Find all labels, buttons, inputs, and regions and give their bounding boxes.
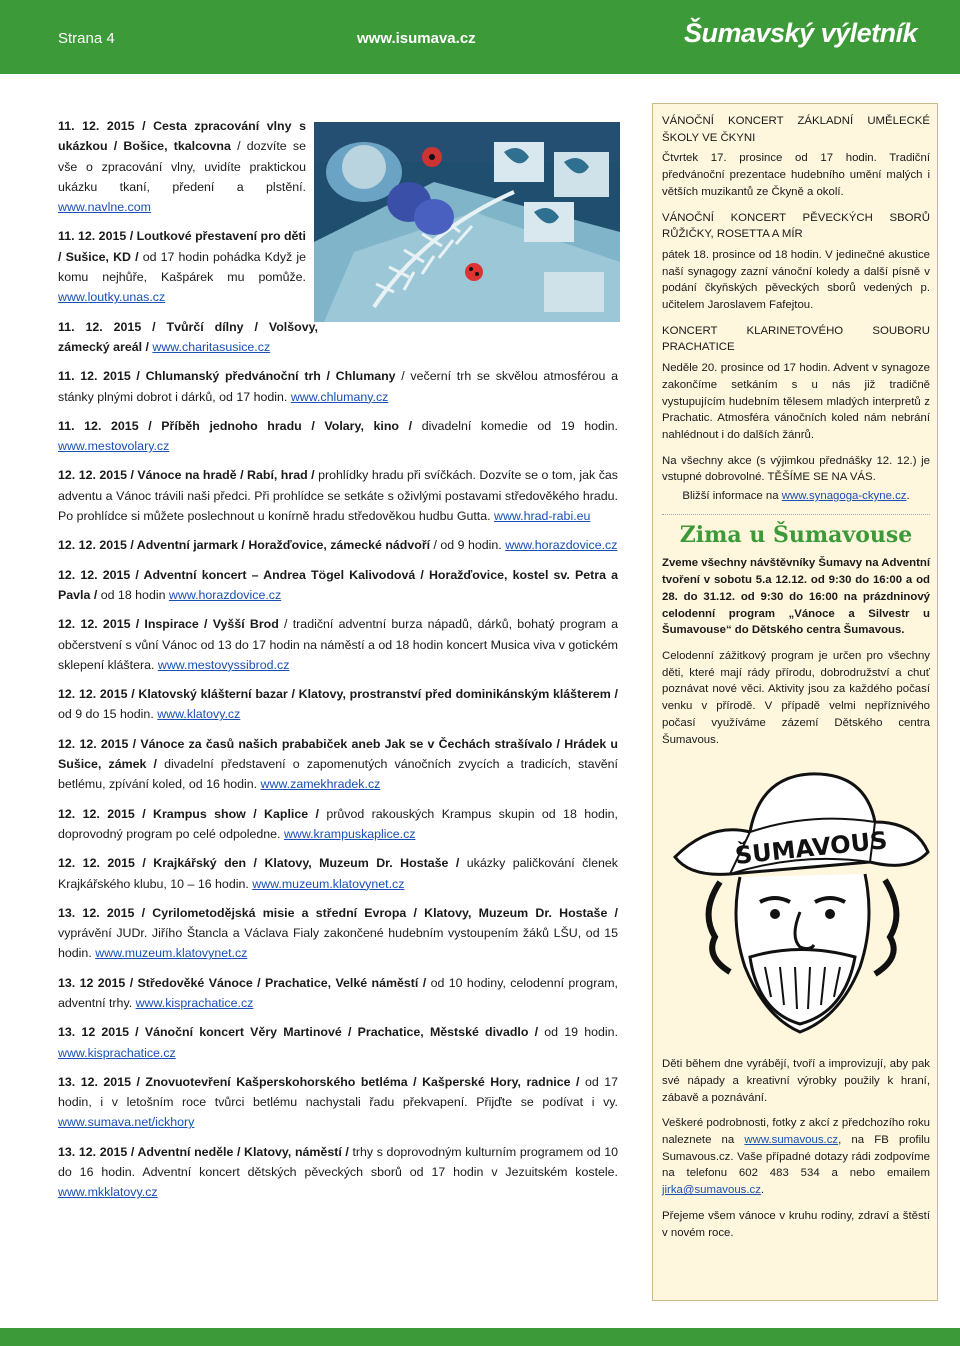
contact-info — [662, 1115, 930, 1199]
event-title: 11. 12. 2015 / Příběh jednoho hradu / Volary, kino / — [58, 418, 413, 433]
event-title: 12. 12. 2015 / Adventní jarmark / Horažďovice, zámecké nádvoří — [58, 538, 431, 553]
event-item — [58, 535, 618, 555]
event-text: divadelní komedie od 19 hodin. — [412, 418, 618, 433]
event-title: 13. 12 2015 / Středověké Vánoce / Prachatice, Velké náměstí / — [58, 975, 427, 990]
event-link[interactable]: www.loutky.unas.cz — [58, 290, 166, 305]
event-title: 11. 12. 2015 / Chlumanský předvánoční trh / Chlumany — [58, 369, 396, 384]
more-info — [662, 488, 930, 505]
event-item — [58, 565, 618, 606]
event-link[interactable]: www.kisprachatice.cz — [135, 995, 254, 1010]
contact-text: , na FB profilu Sumavous.cz. Vaše případné dotazy rádi zodpovíme na telefonu 602 483 534 a nebo emailem — [662, 1134, 930, 1180]
zima-heading: Zima u Šumavouse — [662, 514, 930, 544]
sidebar-event-title: VÁNOČNÍ KONCERT ZÁKLADNÍ UMĚLECKÉ ŠKOLY VE ČKYNI — [662, 115, 930, 144]
event-item — [58, 226, 306, 307]
sidebar-event-title: KONCERT KLARINETOVÉHO SOUBORU PRACHATICE — [662, 324, 930, 354]
event-item — [58, 116, 306, 217]
event-item — [58, 684, 618, 725]
event-text: vyprávění JUDr. Jiřího Štancla a Václava Fialy zakončené hudebním vystoupením žáků LŠU, od 15 hodin. — [58, 926, 618, 961]
event-title: 12. 12. 2015 / Adventní koncert – Andrea Tögel Kalivodová / Horažďovice, kostel sv. Petra a Pavla / — [58, 567, 618, 602]
more-info-label: Bližší informace na — [682, 490, 782, 503]
event-text: od 10 hodiny, celodenní program, adventní trhy. — [58, 975, 618, 1010]
event-link[interactable]: www.mestovyssibrod.cz — [157, 657, 290, 672]
event-link[interactable]: www.hrad-rabi.eu — [494, 509, 591, 524]
zima-description: Celodenní zážitkový program je určen pro všechny děti, které mají rády přírodu, dobrodružství a chuť poznávat nové věci. Aktivity jsou za každého počasí venku v přírodě. V případě velmi nepříznivého počasí využíváme zázemí Dětského centra Šumavous. — [662, 649, 930, 746]
event-text: divadelní představení o zapomenutých vánočních zvycích a tradicích, stavění betlému, zpívání koled, od 16 hodin. — [58, 757, 618, 792]
event-link[interactable]: www.krampuskaplice.cz — [283, 826, 416, 841]
event-title: 11. 12. 2015 / Tvůrčí dílny / Volšovy, zámecký areál / — [58, 319, 318, 354]
event-title: 12. 12. 2015 / Inspirace / Vyšší Brod — [58, 617, 279, 632]
admission-note: Na všechny akce (s výjimkou přednášky 12. 12.) je vstupné dobrovolné. TĚŠÍME SE NA VÁS. — [662, 454, 930, 484]
sidebar-box — [652, 103, 938, 1301]
event-title: 12. 12. 2015 / Vánoce za časů našich prababiček aneb Jak se v Čechách strašívalo / Hrádek u Sušice, zámek / — [58, 736, 618, 772]
event-text: od 18 hodin — [97, 587, 169, 602]
event-item — [58, 465, 618, 526]
event-item — [58, 1022, 618, 1063]
event-text: prohlídky hradu při svíčkách. Dozvíte se o tom, jak čas adventu a Vánoc trávili naši předci. Při prohlídce se setkáte s oživlými postavami středověkého hradu. Po prohlídce si můžete poslechnout u konírně hradu středověkou hudbu Gutta. — [58, 468, 619, 524]
event-item — [58, 416, 618, 457]
synagoga-link[interactable]: www.synagoga-ckyne.cz — [781, 490, 907, 503]
email-link[interactable]: jirka@sumavous.cz — [662, 1184, 761, 1197]
event-text: od 17 hodin, i v letošním roce tvůrci betlému nachystali řadu překvapení. Přijďte se podívat i vy. — [58, 1074, 618, 1110]
sidebar-event-text: Neděle 20. prosince od 17 hodin. Advent v synagoze zakončíme setkáním s u nás již tradičně vystupujícím hudebním tělesem mladých interpretů z Prachatic. Atmosféra vánočních koled nám nebrání nahlédnout i do dalších žánrů. — [662, 362, 930, 441]
event-item — [58, 614, 618, 675]
event-item — [58, 804, 618, 845]
contact-text: Veškeré podrobnosti, fotky z akcí z předchozího roku naleznete na — [662, 1117, 930, 1147]
event-text: průvod rakouských Krampus skupin od 18 hodin, doprovodný program po celé odpoledne. — [58, 806, 618, 841]
event-text: od 19 hodin. — [538, 1025, 619, 1040]
event-item — [58, 853, 618, 894]
sumavous-web-link[interactable]: www.sumavous.cz — [744, 1134, 839, 1147]
event-link[interactable]: www.horazdovice.cz — [505, 538, 618, 553]
page-header — [0, 0, 960, 74]
season-wish: Přejeme všem vánoce v kruhu rodiny, zdraví a štěstí v novém roce. — [662, 1209, 930, 1239]
page-footer-bar — [0, 1328, 960, 1346]
event-link[interactable]: www.mkklatovy.cz — [58, 1185, 158, 1200]
event-link[interactable]: www.charitasusice.cz — [152, 339, 271, 354]
event-title: 13. 12. 2015 / Cyrilometodějská misie a střední Evropa / Klatovy, Muzeum Dr. Hostaše / — [58, 905, 618, 920]
event-text: trhy s doprovodným kulturním programem od 10 do 16 hodin. Adventní koncert dětských pěveckých sborů od 17 hodin v Jezuitském kostele. — [58, 1144, 618, 1180]
event-item — [58, 1072, 618, 1133]
page-number: Strana 4 — [58, 30, 115, 47]
events-top-group — [58, 116, 318, 357]
event-text: od 9 do 15 hodin. — [58, 707, 158, 722]
event-title: 12. 12. 2015 / Krajkářský den / Klatovy, Muzeum Dr. Hostaše / — [58, 856, 460, 871]
event-title: 11. 12. 2015 / Loutkové přestavení pro děti / Sušice, KD / — [58, 229, 306, 264]
sumavous-hat-illustration — [670, 762, 932, 1044]
sidebar-event-text: Čtvrtek 17. prosince od 17 hodin. Tradiční předvánoční prezentace hudebního umění malých i větších muzikantů ze Čkyně a okolí. — [662, 152, 930, 198]
event-text: / večerní trh se skvělou atmosférou a stánky plnými dobrot i dárků, od 17 hodin. — [58, 369, 618, 404]
event-title: 13. 12. 2015 / Znovuotevření Kašperskohorského betléma / Kašperské Hory, radnice / — [58, 1074, 580, 1089]
event-item — [58, 973, 618, 1014]
event-item — [58, 317, 318, 358]
event-title: 12. 12. 2015 / Vánoce na hradě / Rabí, hrad / — [58, 468, 315, 483]
event-link[interactable]: www.zamekhradek.cz — [260, 777, 381, 792]
more-info-end: . — [906, 490, 910, 503]
event-text: / dozvíte se vše o zpracování vlny, uvidíte praktickou ukázku tkaní, předení a plstění. — [58, 139, 306, 194]
event-text: / tradiční adventní burza nápadů, dárků, bohatý program a občerstvení s vůní Vánoc od 13 do 17 hodin na náměstí a od 18 hodin koncert Musica viva v gotickém sklepení kláštera. — [58, 617, 619, 672]
hat-label: ŠUMAVOUS — [733, 826, 889, 871]
zima-invitation: Zveme všechny návštěvníky Šumavy na Adventní tvoření v sobotu 5.a 12.12. od 9:30 do 16:00 a od 28. do 31.12. od 9:30 do 16:00 na prázdninový celodenní program „Vánoce a Silvestr u Šumavouse“ do Dětského centra Šumavous. — [662, 557, 931, 637]
event-text: / od 9 hodin. — [430, 538, 506, 553]
event-title: 11. 12. 2015 / Cesta zpracování vlny s ukázkou / Bošice, tkalcovna — [58, 119, 306, 154]
header-url[interactable]: www.isumava.cz — [357, 30, 476, 47]
sidebar-event-text: pátek 18. prosince od 18 hodin. V jedinečné akustice naší synagogy zazní vánoční koledy a další písně v podání čkyňských pěveckých sborů vedených p. učitelem Jaroslavem Fafejtou. — [662, 248, 930, 312]
event-link[interactable]: www.muzeum.klatovynet.cz — [95, 946, 248, 961]
brand-logo: Šumavský výletník — [684, 18, 918, 48]
event-listing — [58, 116, 618, 1212]
event-link[interactable]: www.muzeum.klatovynet.cz — [252, 876, 405, 891]
event-title: 12. 12. 2015 / Krampus show / Kaplice / — [58, 806, 319, 821]
event-text: ukázky paličkování členek Krajkářského klubu, 10 – 16 hodin. — [58, 856, 618, 891]
event-item — [58, 903, 618, 964]
event-title: 13. 12 2015 / Vánoční koncert Věry Martinové / Prachatice, Městské divadlo / — [58, 1025, 539, 1040]
event-link[interactable]: www.klatovy.cz — [157, 707, 241, 722]
event-item — [58, 734, 618, 795]
event-link[interactable]: www.horazdovice.cz — [168, 587, 282, 602]
events-main-group — [58, 366, 618, 1202]
event-link[interactable]: www.chlumany.cz — [290, 389, 389, 404]
event-item — [58, 1142, 618, 1203]
contact-text-end: . — [760, 1184, 765, 1197]
event-link[interactable]: www.kisprachatice.cz — [58, 1045, 176, 1060]
event-text: od 17 hodin pohádka Když je komu nejhůře, Kašpárek mu pomůže. — [58, 249, 306, 285]
event-link[interactable]: www.navlne.com — [58, 200, 151, 215]
event-item — [58, 366, 618, 407]
sidebar-event-title: VÁNOČNÍ KONCERT PĚVECKÝCH SBORŮ RŮŽIČKY, ROSETTA A MÍR — [662, 211, 930, 241]
event-link[interactable]: www.sumava.net/ickhory — [58, 1115, 195, 1130]
event-title: 13. 12. 2015 / Adventní neděle / Klatovy, náměstí / — [58, 1144, 349, 1159]
kids-activities: Děti během dne vyrábějí, tvoří a improvizují, aby pak své nápady a kreativní výrobky použily k hraní, zábavě a poznávání. — [662, 1058, 930, 1104]
event-link[interactable]: www.mestovolary.cz — [58, 439, 170, 454]
event-title: 12. 12. 2015 / Klatovský klášterní bazar / Klatovy, prostranství před dominikánským klášterem / — [58, 687, 618, 702]
